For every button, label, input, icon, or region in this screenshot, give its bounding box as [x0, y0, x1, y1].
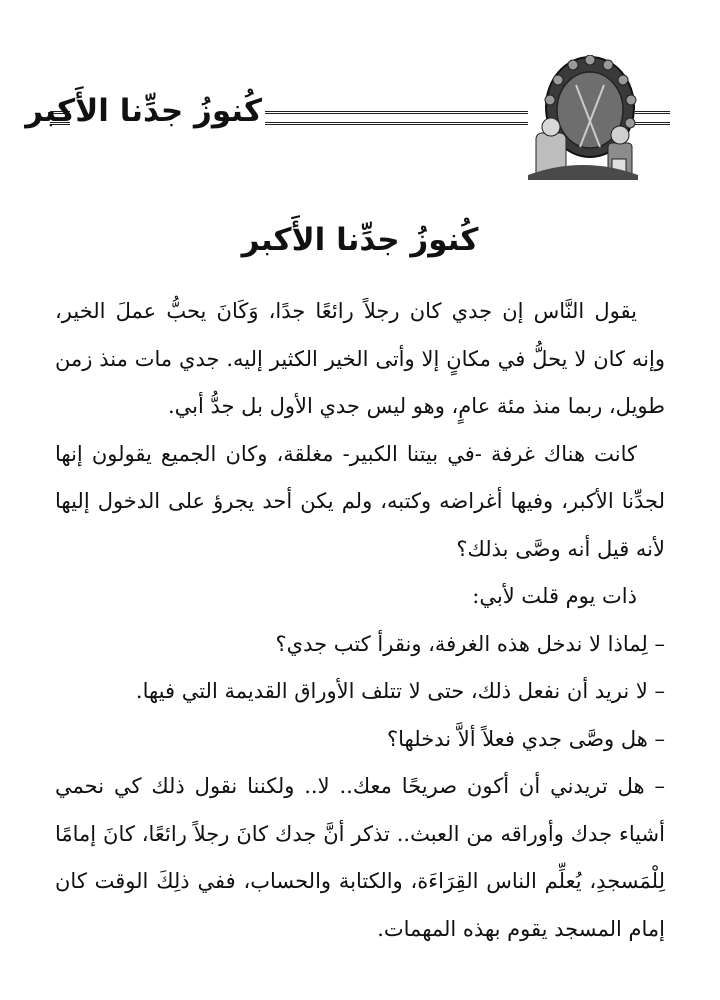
page-title: كُنوزُ جدِّنا الأَكبر: [241, 222, 479, 258]
paragraph: ذات يوم قلت لأبي:: [472, 584, 637, 608]
paragraph: كانت هناك غرفة -في بيتنا الكبير- مغلقة، وكان الجميع يقولون إنها لجدِّنا الأكبر، وفيها أغراضه وكتبه، ولم يكن أحد يجرؤ على الدخول إليها لأنه قيل أنه وصَّى بذلك؟: [55, 441, 665, 561]
story-text: [55, 288, 665, 953]
dialogue-line: – هل وصَّى جدي فعلاً ألاَّ ندخلها؟: [387, 726, 665, 751]
paragraph: يقول النَّاس إن جدي كان رجلاً رائعًا جدًا، وَكَانَ يحبُّ عملَ الخير، وإنه كان لا يحلُّ في مكانٍ إلا وأتى الخير الكثير إليه. جدي مات منذ زمن طويل، ربما منذ مئة عامٍ، وهو ليس جدي الأول بل جدُّ أبي.: [55, 299, 665, 418]
dialogue-line: – هل تريدني أن أكون صريحًا معك.. لا.. ولكننا نقول ذلك كي نحمي أشياء جدك وأوراقه من العبث.. تذكر أنَّ جدك كانَ رجلاً رائعًا، كانَ إمامًا لِلْمَسجدِ، يُعلِّم الناس القِرَاءَة، والكتابة والحساب، ففي ذلِكَ الوقت كان إمام المسجد يقوم بهذه المهمات.: [55, 774, 665, 941]
treasure-door-illustration: [528, 55, 638, 180]
dialogue-line: – لا نريد أن نفعل ذلك، حتى لا تتلف الأوراق القديمة التي فيها.: [135, 679, 665, 703]
dialogue-line: – لِماذا لا ندخل هذه الغرفة، ونقرأ كتب جدي؟: [275, 631, 665, 656]
decorative-rule: [635, 111, 670, 125]
header-title: كُنوزُ جدِّنا الأَكبر: [25, 93, 262, 129]
chapter-header: [25, 55, 670, 180]
decorative-rule: [265, 111, 543, 125]
